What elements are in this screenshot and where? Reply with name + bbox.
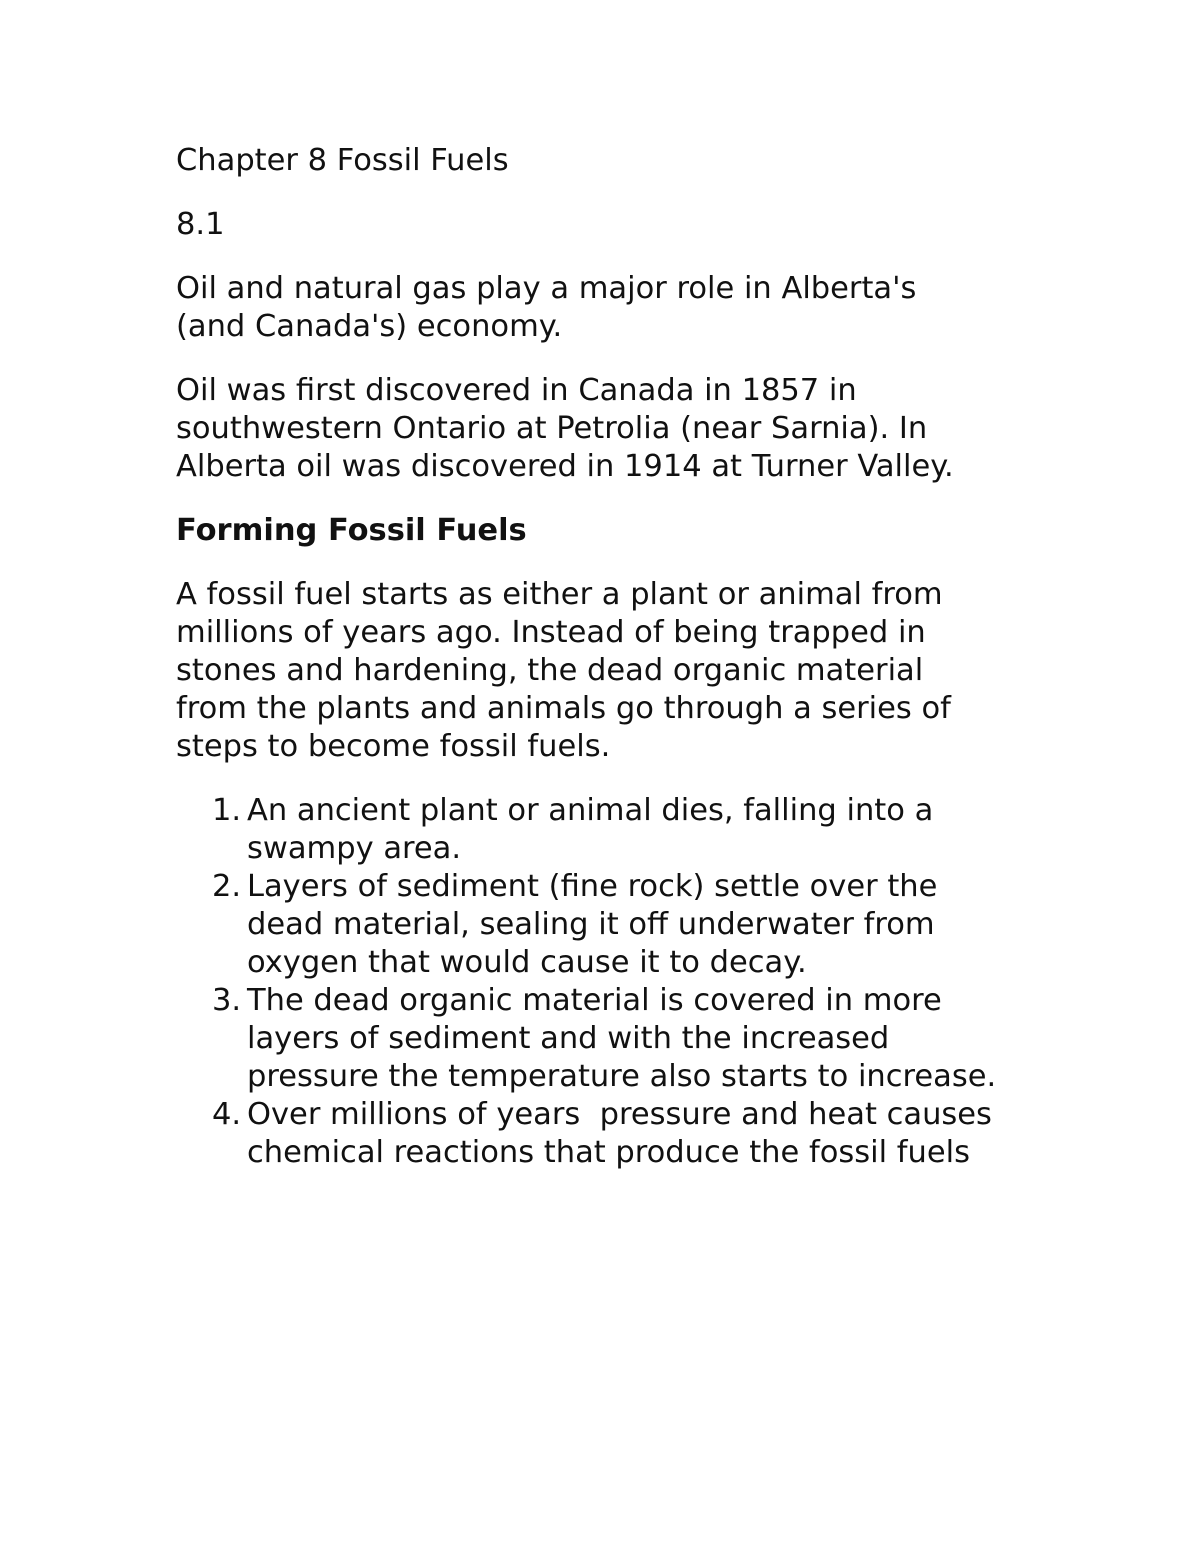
- paragraph-line: Oil was first discovered in Canada in 1857 in: [176, 373, 857, 408]
- document-body: [176, 142, 1076, 1172]
- section-heading: Forming Fossil Fuels: [176, 513, 527, 548]
- section-number: 8.1: [176, 207, 225, 242]
- list-item-number: 3.: [212, 983, 242, 1018]
- paragraph-line: Oil and natural gas play a major role in Alberta's: [176, 271, 917, 306]
- list-item-line: layers of sediment and with the increased: [247, 1021, 890, 1056]
- list-item-number: 1.: [212, 793, 242, 828]
- paragraph-line: millions of years ago. Instead of being trapped in: [176, 615, 926, 650]
- list-item: [176, 982, 1076, 1096]
- list-item: [176, 1096, 1076, 1172]
- list-item: [176, 868, 1076, 982]
- list-item-line: An ancient plant or animal dies, falling into a: [247, 793, 934, 828]
- paragraph-intro: [176, 576, 1076, 766]
- list-item-line: pressure the temperature also starts to increase.: [247, 1059, 997, 1094]
- list-item: [176, 792, 1076, 868]
- list-item-line: swampy area.: [247, 831, 462, 866]
- paragraph-line: stones and hardening, the dead organic material: [176, 653, 924, 688]
- list-item-line: dead material, sealing it off underwater from: [247, 907, 935, 942]
- chapter-title: Chapter 8 Fossil Fuels: [176, 143, 509, 178]
- list-item-line: Over millions of years pressure and heat causes: [247, 1097, 992, 1132]
- list-item-line: oxygen that would cause it to decay.: [247, 945, 807, 980]
- list-item-number: 4.: [212, 1097, 242, 1132]
- paragraph-line: A fossil fuel starts as either a plant or animal from: [176, 577, 943, 612]
- paragraph-line: steps to become fossil fuels.: [176, 729, 611, 764]
- paragraph-line: southwestern Ontario at Petrolia (near Sarnia). In: [176, 411, 928, 446]
- list-item-line: chemical reactions that produce the fossil fuels: [247, 1135, 970, 1170]
- list-item-line: Layers of sediment (fine rock) settle over the: [247, 869, 938, 904]
- paragraph-line: (and Canada's) economy.: [176, 309, 563, 344]
- list-item-line: The dead organic material is covered in more: [247, 983, 942, 1018]
- paragraph-line: Alberta oil was discovered in 1914 at Turner Valley.: [176, 449, 954, 484]
- paragraph-discovery: [176, 372, 1076, 486]
- list-item-number: 2.: [212, 869, 242, 904]
- steps-list: [176, 792, 1076, 1172]
- paragraph-line: from the plants and animals go through a series of: [176, 691, 951, 726]
- paragraph-economy: [176, 270, 1076, 346]
